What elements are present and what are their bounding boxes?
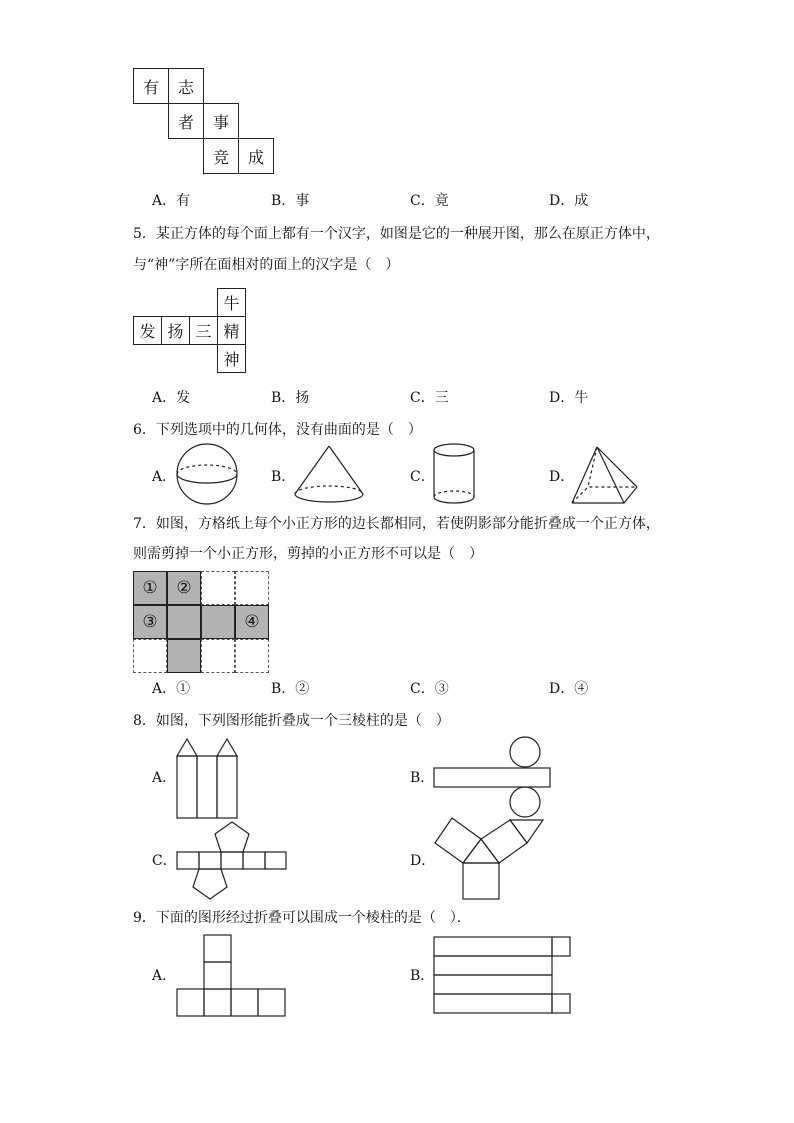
option-a-label[interactable]: A．	[152, 968, 177, 984]
net-cell: 神	[217, 344, 246, 373]
option-b[interactable]: B．扬	[271, 390, 310, 406]
option-c-label[interactable]: C．	[410, 469, 435, 485]
grid-square-4[interactable]: ④	[235, 605, 269, 639]
option-b[interactable]: B．②	[271, 681, 310, 697]
net-cell: 事	[203, 103, 239, 139]
q9-text-line1: 9．下面的图形经过折叠可以围成一个棱柱的是（ ）．	[133, 910, 471, 926]
grid-square-3[interactable]: ③	[133, 605, 167, 639]
grid-square-2[interactable]: ②	[167, 571, 201, 605]
option-c[interactable]: C．③	[410, 681, 449, 697]
net-cell: 牛	[217, 288, 246, 317]
option-a[interactable]: A．①	[152, 681, 191, 697]
option-d-label[interactable]: D．	[549, 469, 575, 485]
option-b[interactable]: B．事	[271, 193, 310, 209]
option-b-label[interactable]: B．	[271, 469, 296, 485]
option-a[interactable]: A．发	[152, 390, 191, 406]
option-c-label[interactable]: C．	[152, 853, 177, 869]
net-cell: 三	[189, 316, 218, 345]
option-c[interactable]: C．竟	[410, 193, 449, 209]
net-cell: 竞	[203, 138, 239, 174]
q6-text-line1: 6．下列选项中的几何体，没有曲面的是（ ）	[133, 422, 422, 438]
q5-text-line2: 与“神”字所在面相对的面上的汉字是（ ）	[133, 257, 400, 273]
option-d-label[interactable]: D．	[410, 853, 436, 869]
net-b[interactable]	[434, 937, 570, 1013]
net-cell: 志	[168, 68, 204, 104]
option-b-label[interactable]: B．	[410, 770, 435, 786]
net-a[interactable]	[177, 935, 285, 1016]
option-b-label[interactable]: B．	[410, 968, 435, 984]
net-cell: 发	[133, 316, 162, 345]
net-cell: 扬	[161, 316, 190, 345]
q5-text-line1: 5．某正方体的每个面上都有一个汉字，如图是它的一种展开图，那么在原正方体中，	[133, 226, 660, 242]
q7-text-line1: 7．如图，方格纸上每个小正方形的边长都相同，若使阴影部分能折叠成一个正方体，	[133, 516, 660, 532]
net-cell: 者	[168, 103, 204, 139]
net-cell: 有	[133, 68, 169, 104]
option-a[interactable]: A．有	[152, 193, 191, 209]
q7-text-line2: 则需剪掉一个小正方形，剪掉的小正方形不可以是（ ）	[133, 546, 483, 562]
option-c[interactable]: C．三	[410, 390, 449, 406]
net-cell: 精	[217, 316, 246, 345]
option-d[interactable]: D．牛	[549, 390, 589, 406]
option-a-label[interactable]: A．	[152, 469, 177, 485]
option-d[interactable]: D．成	[549, 193, 589, 209]
option-a-label[interactable]: A．	[152, 770, 177, 786]
option-d[interactable]: D．④	[549, 681, 589, 697]
q8-text-line1: 8．如图，下列图形能折叠成一个三棱柱的是（ ）	[133, 713, 450, 729]
net-cell: 成	[238, 138, 274, 174]
grid-square-1[interactable]: ①	[133, 571, 167, 605]
